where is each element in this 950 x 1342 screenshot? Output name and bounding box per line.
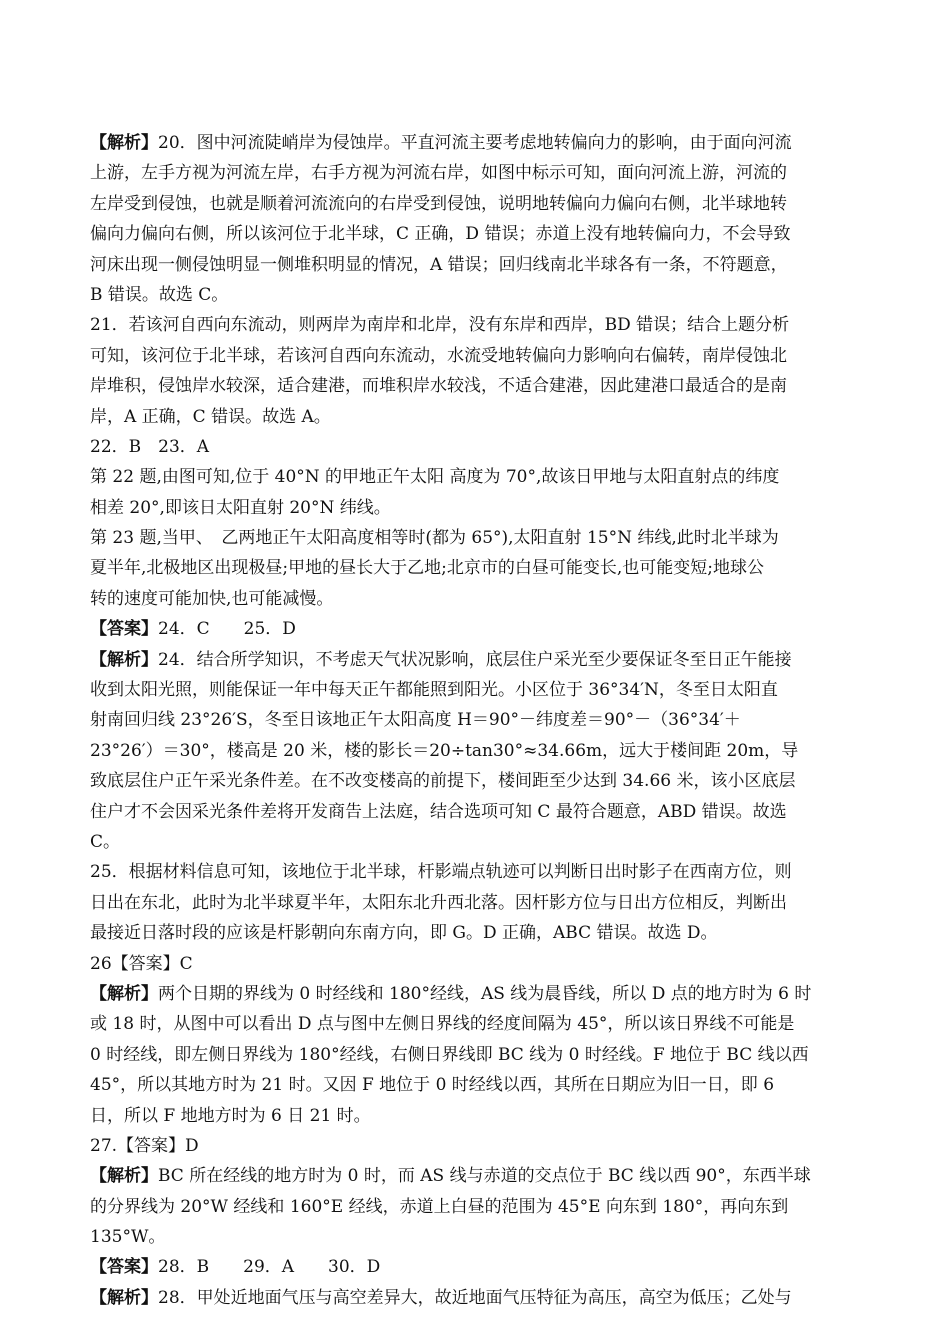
line-text: 21．若该河自西向东流动，则两岸为南岸和北岸，没有东岸和西岸，BD 错误；结合上题分析 — [90, 315, 790, 336]
text-line — [90, 1283, 880, 1313]
text-line — [90, 736, 880, 766]
section-tag: 【答案】 — [90, 619, 158, 640]
line-text: 致底层住户正午采光条件差。在不改变楼高的前提下，楼间距至少达到 34.66 米，该小区底层 — [90, 771, 796, 792]
text-line — [90, 219, 880, 249]
text-line — [90, 462, 880, 492]
line-text: 住户才不会因采光条件差将开发商告上法庭，结合选项可知 C 最符合题意，ABD 错误。故选 — [90, 801, 787, 822]
text-line — [90, 158, 880, 188]
text-line — [90, 1222, 880, 1252]
line-text: 日出在东北，此时为北半球夏半年，太阳东北升西北落。因杆影方位与日出方位相反，判断出 — [90, 892, 787, 913]
text-line — [90, 1101, 880, 1131]
text-line — [90, 432, 880, 462]
text-line — [90, 189, 880, 219]
text-line — [90, 1070, 880, 1100]
line-text: 相差 20°,即该日太阳直射 20°N 纬线。 — [90, 497, 391, 518]
line-text: 27.【答案】D — [90, 1135, 199, 1156]
line-text: 23°26′）＝30°，楼高是 20 米，楼的影长＝20÷tan30°≈34.66m，远大于楼间距 20m，导 — [90, 740, 799, 761]
line-text: 22．B 23．A — [90, 436, 210, 457]
text-line — [90, 553, 880, 583]
section-tag: 【解析】 — [90, 1287, 158, 1308]
line-text: 河床出现一侧侵蚀明显一侧堆积明显的情况，A 错误；回归线南北半球各有一条，不符题意， — [90, 254, 788, 275]
line-text: 日，所以 F 地地方时为 6 日 21 时。 — [90, 1105, 371, 1126]
text-line — [90, 797, 880, 827]
text-line — [90, 402, 880, 432]
text-line — [90, 584, 880, 614]
line-text: 第 22 题,由图可知,位于 40°N 的甲地正午太阳 高度为 70°,故该日甲地与太阳直射点的纬度 — [90, 467, 780, 488]
line-text: 20．图中河流陡峭岸为侵蚀岸。平直河流主要考虑地转偏向力的影响，由于面向河流 — [158, 133, 792, 153]
text-line — [90, 1040, 880, 1070]
line-text: 25．根据材料信息可知，该地位于北半球，杆影端点轨迹可以判断日出时影子在西南方位，则 — [90, 862, 792, 883]
line-text: 偏向力偏向右侧，所以该河位于北半球，C 正确，D 错误；赤道上没有地转偏向力，不会导致 — [90, 224, 791, 245]
line-text: 135°W。 — [90, 1227, 166, 1248]
line-text: 岸，A 正确，C 错误。故选 A。 — [90, 406, 331, 427]
line-text: 岸堆积，侵蚀岸水较深，适合建港，而堆积岸水较浅，不适合建港，因此建港口最适合的是南 — [90, 376, 787, 397]
text-line — [90, 310, 880, 340]
text-line — [90, 918, 880, 948]
text-line — [90, 675, 880, 705]
text-line — [90, 1131, 880, 1161]
line-text: 或 18 时，从图中可以看出 D 点与图中左侧日界线的经度间隔为 45°，所以该日界线不可能是 — [90, 1014, 795, 1035]
document-page — [90, 128, 880, 1313]
text-line — [90, 766, 880, 796]
line-text: 可知，该河位于北半球，若该河自西向东流动，水流受地转偏向力影响向右偏转，南岸侵蚀北 — [90, 345, 787, 366]
line-text: 45°，所以其地方时为 21 时。又因 F 地位于 0 时经线以西，其所在日期应为旧一日，即 6 — [90, 1075, 775, 1096]
line-text: 转的速度可能加快,也可能减慢。 — [90, 588, 334, 609]
line-text: 28．B 29．A 30．D — [158, 1257, 381, 1278]
text-line — [90, 128, 880, 158]
text-line — [90, 523, 880, 553]
section-tag: 【解析】 — [90, 133, 158, 153]
text-line — [90, 250, 880, 280]
text-line — [90, 857, 880, 887]
line-text: 射南回归线 23°26′S，冬至日该地正午太阳高度 H＝90°－纬度差＝90°－（36°34′＋ — [90, 710, 741, 731]
section-tag: 【解析】 — [90, 1166, 158, 1187]
line-text: 28．甲处近地面气压与高空差异大，故近地面气压特征为高压，高空为低压；乙处与 — [158, 1287, 792, 1308]
section-tag: 【解析】 — [90, 649, 158, 670]
text-line — [90, 979, 880, 1009]
text-line — [90, 493, 880, 523]
text-line — [90, 1161, 880, 1191]
line-text: 左岸受到侵蚀，也就是顺着河流流向的右岸受到侵蚀，说明地转偏向力偏向右侧，北半球地转 — [90, 193, 787, 214]
line-text: 两个日期的界线为 0 时经线和 180°经线，AS 线为晨昏线，所以 D 点的地方时为 6 时 — [158, 983, 812, 1004]
line-text: 最接近日落时段的应该是杆影朝向东南方向，即 G。D 正确，ABC 错误。故选 D。 — [90, 923, 718, 944]
line-text: 夏半年,北极地区出现极昼;甲地的昼长大于乙地;北京市的白昼可能变长,也可能变短;地球公 — [90, 558, 764, 579]
line-text: 收到太阳光照，则能保证一年中每天正午都能照到阳光。小区位于 36°34′N，冬至日太阳直 — [90, 680, 778, 701]
text-line — [90, 1009, 880, 1039]
line-text: 第 23 题,当甲、 乙两地正午太阳高度相等时(都为 65°),太阳直射 15°N 纬线,此时北半球为 — [90, 528, 779, 549]
text-line — [90, 280, 880, 310]
line-text: 0 时经线，即左侧日界线为 180°经线，右侧日界线即 BC 线为 0 时经线。F 地位于 BC 线以西 — [90, 1044, 809, 1065]
line-text: BC 所在经线的地方时为 0 时，而 AS 线与赤道的交点位于 BC 线以西 90°，东西半球 — [158, 1166, 811, 1187]
text-line — [90, 827, 880, 857]
text-line — [90, 1252, 880, 1282]
text-line — [90, 371, 880, 401]
text-line — [90, 949, 880, 979]
line-text: 24．C 25．D — [158, 619, 296, 640]
text-line — [90, 888, 880, 918]
text-line — [90, 614, 880, 644]
text-line — [90, 645, 880, 675]
section-tag: 【答案】 — [90, 1257, 158, 1278]
text-line — [90, 341, 880, 371]
text-line — [90, 705, 880, 735]
section-tag: 【解析】 — [90, 983, 158, 1004]
line-text: 24．结合所学知识，不考虑天气状况影响，底层住户采光至少要保证冬至日正午能接 — [158, 649, 792, 670]
line-text: 26【答案】C — [90, 953, 193, 974]
line-text: 的分界线为 20°W 经线和 160°E 经线，赤道上白昼的范围为 45°E 向东到 180°，再向东到 — [90, 1196, 789, 1217]
line-text: C。 — [90, 831, 121, 852]
line-text: B 错误。故选 C。 — [90, 284, 229, 305]
text-line — [90, 1192, 880, 1222]
line-text: 上游，左手方视为河流左岸，右手方视为河流右岸，如图中标示可知，面向河流上游，河流的 — [90, 163, 787, 184]
